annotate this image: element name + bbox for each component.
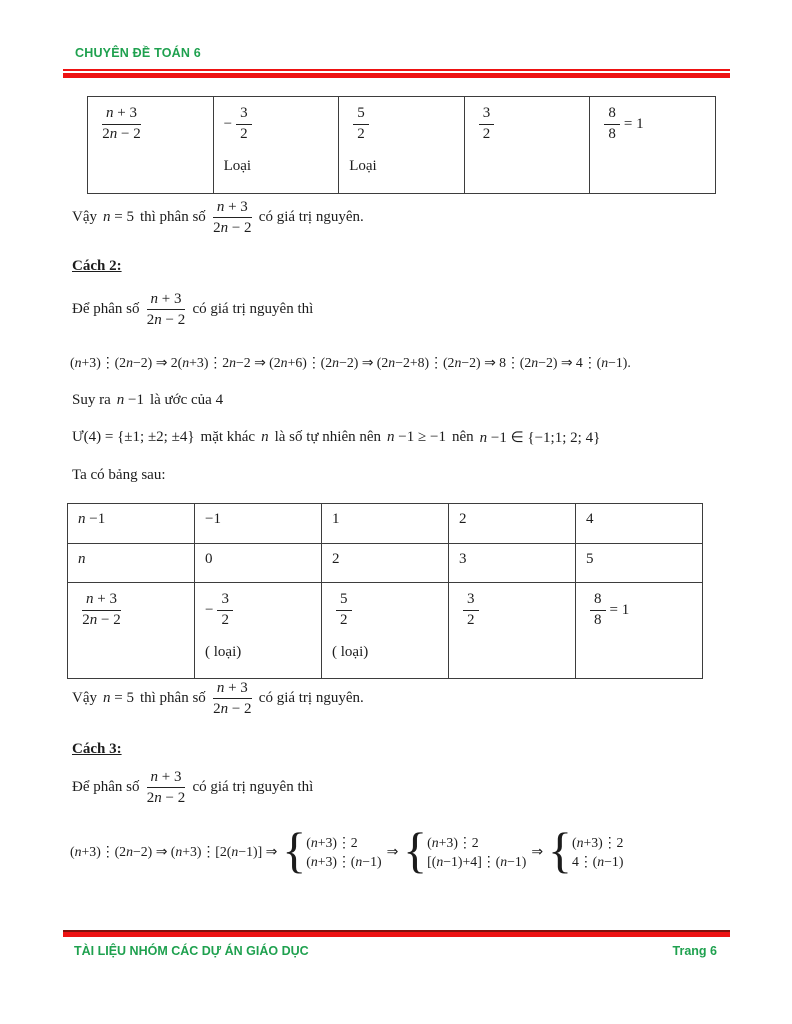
table-cell — [88, 97, 214, 194]
paragraph-de-phan-so-1: Để phân số $\frac{n + 3}{2n - 2}$ có giá trị nguyên thì — [72, 291, 314, 328]
table-cell — [576, 583, 703, 679]
cell-note: ( loại) — [205, 644, 242, 660]
table-cell — [195, 583, 322, 679]
left-brace: { — [547, 822, 572, 878]
table-cell — [449, 583, 576, 679]
left-brace: { — [282, 822, 307, 878]
paragraph-de-phan-so-2: Để phân số $\frac{n + 3}{2n - 2}$ có giá trị nguyên thì — [72, 769, 314, 806]
fraction: $\frac{n + 3}{2n - 2}$ — [146, 769, 186, 806]
fraction: $\frac{n + 3}{2n - 2}$ — [102, 105, 141, 142]
heading-cach-2: Cách 2: — [72, 258, 122, 274]
paragraph-conclusion-1: Vậy n = 5 thì phân số $\frac{n + 3}{2n - 2}$ có giá trị nguyên. — [72, 199, 364, 236]
cell-prefix: − — [205, 601, 214, 618]
heading-cach-3: Cách 3: — [72, 741, 122, 757]
math-inline: Ư(4) = {±1; ±2; ±4} — [72, 429, 195, 445]
header-title: CHUYÊN ĐỀ TOÁN 6 — [75, 46, 201, 60]
table-cell: 0 — [195, 544, 322, 583]
cell-note: ( loại) — [332, 644, 369, 660]
footer-page-number: Trang 6 — [672, 944, 717, 958]
table-row — [88, 97, 716, 194]
footer-left-text: TÀI LIỆU NHÓM CÁC DỰ ÁN GIÁO DỤC — [74, 944, 309, 958]
math-inline: n — [261, 429, 269, 445]
fraction: $\frac{n + 3}{2n - 2}$ — [213, 199, 252, 236]
table-cell: 2 — [449, 504, 576, 544]
paragraph-conclusion-2: Vậy n = 5 thì phân số $\frac{n + 3}{2n - 2}$ có giá trị nguyên. — [72, 680, 364, 717]
math-inline: n −1 ∈ {−1;1; 2; 4} — [479, 430, 601, 446]
fraction: $\frac{8}{8}$ — [603, 105, 621, 143]
table-row — [68, 583, 703, 679]
table-cell — [213, 97, 339, 194]
table-cell: 2 — [322, 544, 449, 583]
fraction: $\frac{8}{8}$ — [589, 591, 607, 629]
fraction: $\frac{n + 3}{2n - 2}$ — [213, 680, 252, 717]
table-cell: 1 — [322, 504, 449, 544]
table-cell: n — [68, 544, 195, 583]
footer-rule — [63, 930, 730, 937]
math-inline: n −1 — [116, 392, 144, 408]
value-table-1 — [87, 96, 716, 194]
math-line-cases: (n+3)⋮(2n−2) ⇒ (n+3)⋮[2(n−1)] ⇒ { (n+3)⋮2 (n+3)⋮(n−1) ⇒ { (n+3)⋮2 [(n−1)+4]⋮(n−1) ⇒ { (n+3)⋮2 4⋮(n−1) — [70, 822, 624, 878]
fraction: $\frac{3}{2}$ — [216, 591, 234, 629]
cell-prefix: − — [223, 115, 233, 132]
table-cell — [464, 97, 590, 194]
cases-group-1: { (n+3)⋮2 (n+3)⋮(n−1) — [282, 822, 382, 878]
fraction: $\frac{3}{2}$ — [462, 591, 480, 629]
fraction: $\frac{3}{2}$ — [235, 105, 253, 143]
table-cell: 5 — [576, 544, 703, 583]
fraction: $\frac{3}{2}$ — [478, 105, 496, 143]
value-table-2 — [67, 503, 703, 679]
table-cell — [339, 97, 465, 194]
left-brace: { — [403, 822, 428, 878]
table-cell — [68, 583, 195, 679]
table-cell — [322, 583, 449, 679]
cell-note: Loại — [223, 158, 252, 174]
cell-note: Loại — [349, 158, 377, 174]
implies-arrow: ⇒ — [531, 844, 543, 859]
table-row — [68, 504, 703, 544]
implies-arrow: ⇒ — [386, 844, 399, 859]
math-line-chain: (n+3)⋮(2n−2) ⇒ 2(n+3)⋮2n−2 ⇒ (2n+6)⋮(2n−2) ⇒ (2n−2+8)⋮(2n−2) ⇒ 8⋮(2n−2) ⇒ 4⋮(n−1). — [70, 355, 631, 370]
table-row — [68, 544, 703, 583]
table-cell: 4 — [576, 504, 703, 544]
fraction: $\frac{n + 3}{2n - 2}$ — [82, 591, 121, 628]
table-cell: 3 — [449, 544, 576, 583]
cell-suffix: = 1 — [623, 115, 644, 132]
fraction: $\frac{n + 3}{2n - 2}$ — [146, 291, 186, 328]
cases-group-3: { (n+3)⋮2 4⋮(n−1) — [547, 822, 624, 878]
paragraph-suyra: Suy ra n −1 là ước của 4 — [72, 392, 224, 408]
footer — [74, 944, 717, 958]
cell-suffix: = 1 — [609, 601, 630, 618]
math-inline: n = 5 — [103, 209, 134, 226]
table-cell: −1 — [195, 504, 322, 544]
table-cell: n −1 — [68, 504, 195, 544]
paragraph-uoc: Ư(4) = {±1; ±2; ±4} mặt khác n là số tự nhiên nên n −1 ≥ −1 nên n −1 ∈ {−1;1; 2; 4} — [72, 429, 601, 446]
table-cell — [590, 97, 716, 194]
fraction: $\frac{5}{2}$ — [352, 105, 370, 143]
header-rule — [63, 69, 730, 78]
math-inline: n = 5 — [103, 690, 134, 707]
paragraph-ta-co-bang: Ta có bảng sau: — [72, 467, 166, 483]
math-inline: n −1 ≥ −1 — [387, 429, 446, 445]
fraction: $\frac{5}{2}$ — [335, 591, 353, 629]
cases-group-2: { (n+3)⋮2 [(n−1)+4]⋮(n−1) — [403, 822, 527, 878]
